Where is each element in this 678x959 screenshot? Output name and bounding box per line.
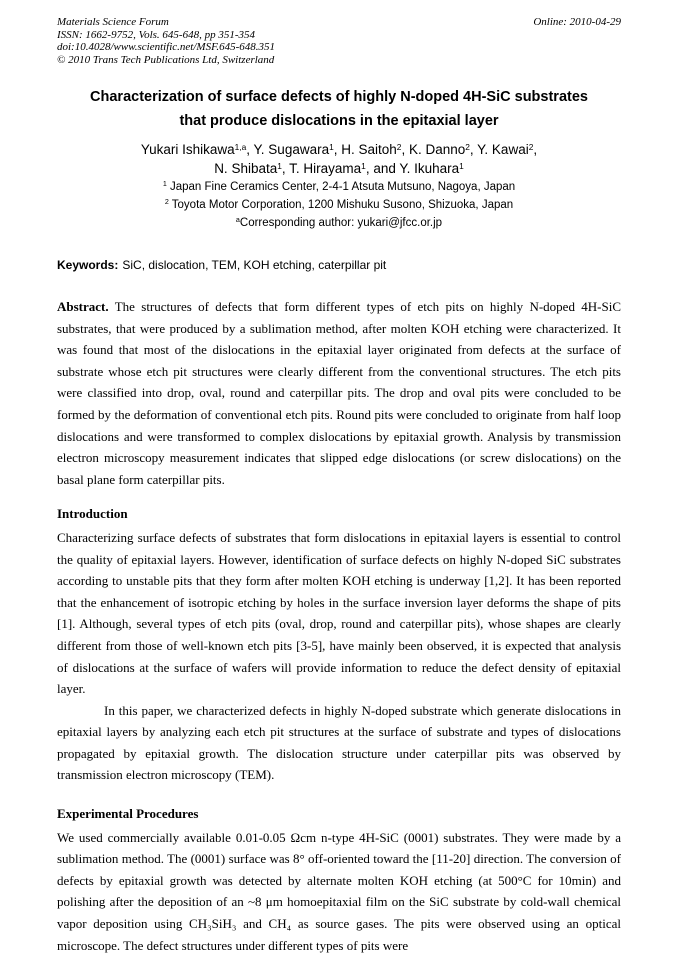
copyright-line: © 2010 Trans Tech Publications Ltd, Switzerland xyxy=(57,53,275,66)
authors-block xyxy=(57,140,621,178)
section-heading-introduction: Introduction xyxy=(57,506,128,522)
abstract-text: The structures of defects that form different types of etch pits on highly N-doped 4H-SiC substrates, that were produced by a sublimation method, after molten KOH etching were characterized. It was found that most of the dislocations in the epitaxial layer originated from defects at the surface of substrate whose etch pit structures were clearly different from the conventional structures. The etch pits were classified into drop, oval, round and caterpillar pits. The drop and oval pits were concluded to be formed by the deformation of conventional etch pits. Round pits were concluded to originate from half loop dislocations and were transformed to complex dislocations by epitaxial growth. Analysis by transmission electron microscopy measurement indicates that slipped edge dislocations (or screw dislocations) on the basal plane form caterpillar pits. xyxy=(57,299,621,487)
journal-header xyxy=(57,16,621,66)
keywords-label: Keywords: xyxy=(57,258,119,272)
affiliation-2: $^2$ Toyota Motor Corporation, 1200 Mishuku Susono, Shizuoka, Japan xyxy=(164,198,514,211)
affiliation-1: $^1$ Japan Fine Ceramics Center, 2-4-1 Atsuta Mutsuno, Nagoya, Japan xyxy=(162,180,516,193)
keywords-line xyxy=(57,258,621,273)
paper-title xyxy=(57,85,621,133)
journal-name: Materials Science Forum xyxy=(57,16,169,28)
section-heading-experimental-procedures: Experimental Procedures xyxy=(57,806,199,822)
abstract-paragraph xyxy=(57,296,621,490)
doi-line: doi:10.4028/www.scientific.net/MSF.645-648.351 xyxy=(57,41,276,53)
journal-header-left xyxy=(57,16,275,66)
affiliations-block xyxy=(57,178,621,232)
paper-title-line-2: that produce dislocations in the epitaxial layer xyxy=(179,113,499,129)
introduction-paragraph-2: In this paper, we characterized defects in highly N-doped substrate which generate dislocations in epitaxial layers by analyzing each etch pit structures at the surface of substrate and types of dislocations propagated by epitaxial growth. The dislocation structure under caterpillar pits was observed by transmission electron microscopy (TEM). xyxy=(57,702,621,783)
issn-line: ISSN: 1662-9752, Vols. 645-648, pp 351-354 xyxy=(57,28,255,41)
corresponding-author: $^a$Corresponding author: yukari@jfcc.or.jp xyxy=(235,216,443,229)
keywords-value: SiC, dislocation, TEM, KOH etching, caterpillar pit xyxy=(122,258,387,272)
authors-line-2: N. Shibata$^1$, T. Hirayama$^1$, and Y. Ikuhara$^1$ xyxy=(214,160,464,176)
experimental-paragraph-1: We used commercially available 0.01-0.05 Ωcm n-type 4H-SiC (0001) substrates. They were made by a sublimation method. The (0001) surface was 8° off-oriented toward the [11-20] direction. The conversion of defects by epitaxial growth was detected by alternate molten KOH etching (at 500°C for 10min) and polishing after the deposition of an ~8 μm homoepitaxial film on the SiC substrate by cold-wall chemical vapor deposition using CH₃SiH₃ and CH₄ as source gases. The pits were observed using an optical microscope. The defect structures under different types of pits were xyxy=(57,829,621,953)
paper-title-line-1: Characterization of surface defects of highly N-doped 4H-SiC substrates xyxy=(90,89,588,105)
authors-line-1: Yukari Ishikawa$^{1,a}$, Y. Sugawara$^1$, H. Saitoh$^2$, K. Danno$^2$, Y. Kawai$^2$, xyxy=(140,141,538,157)
online-date: Online: 2010-04-29 xyxy=(533,16,621,28)
abstract-label: Abstract. xyxy=(57,299,109,314)
introduction-paragraph-1: Characterizing surface defects of substrates that form dislocations in epitaxial layers is essential to control the quality of epitaxial layers. However, identification of surface defects on highly N-doped SiC substrates according to unstable pits that they form after molten KOH etching is underway [1,2]. It has been reported that the enhancement of isotropic etching by holes in the surface inversion layer deforms the shape of pits [1]. Although, several types of etch pits (oval, drop, round and caterpillar pits), whose shapes are clearly different from those of well-known etch pits [3-5], have mainly been observed, it is expected that analysis of dislocations at the surface of wafers will provide information to reduce the defect density of epitaxial layer. xyxy=(57,529,621,697)
